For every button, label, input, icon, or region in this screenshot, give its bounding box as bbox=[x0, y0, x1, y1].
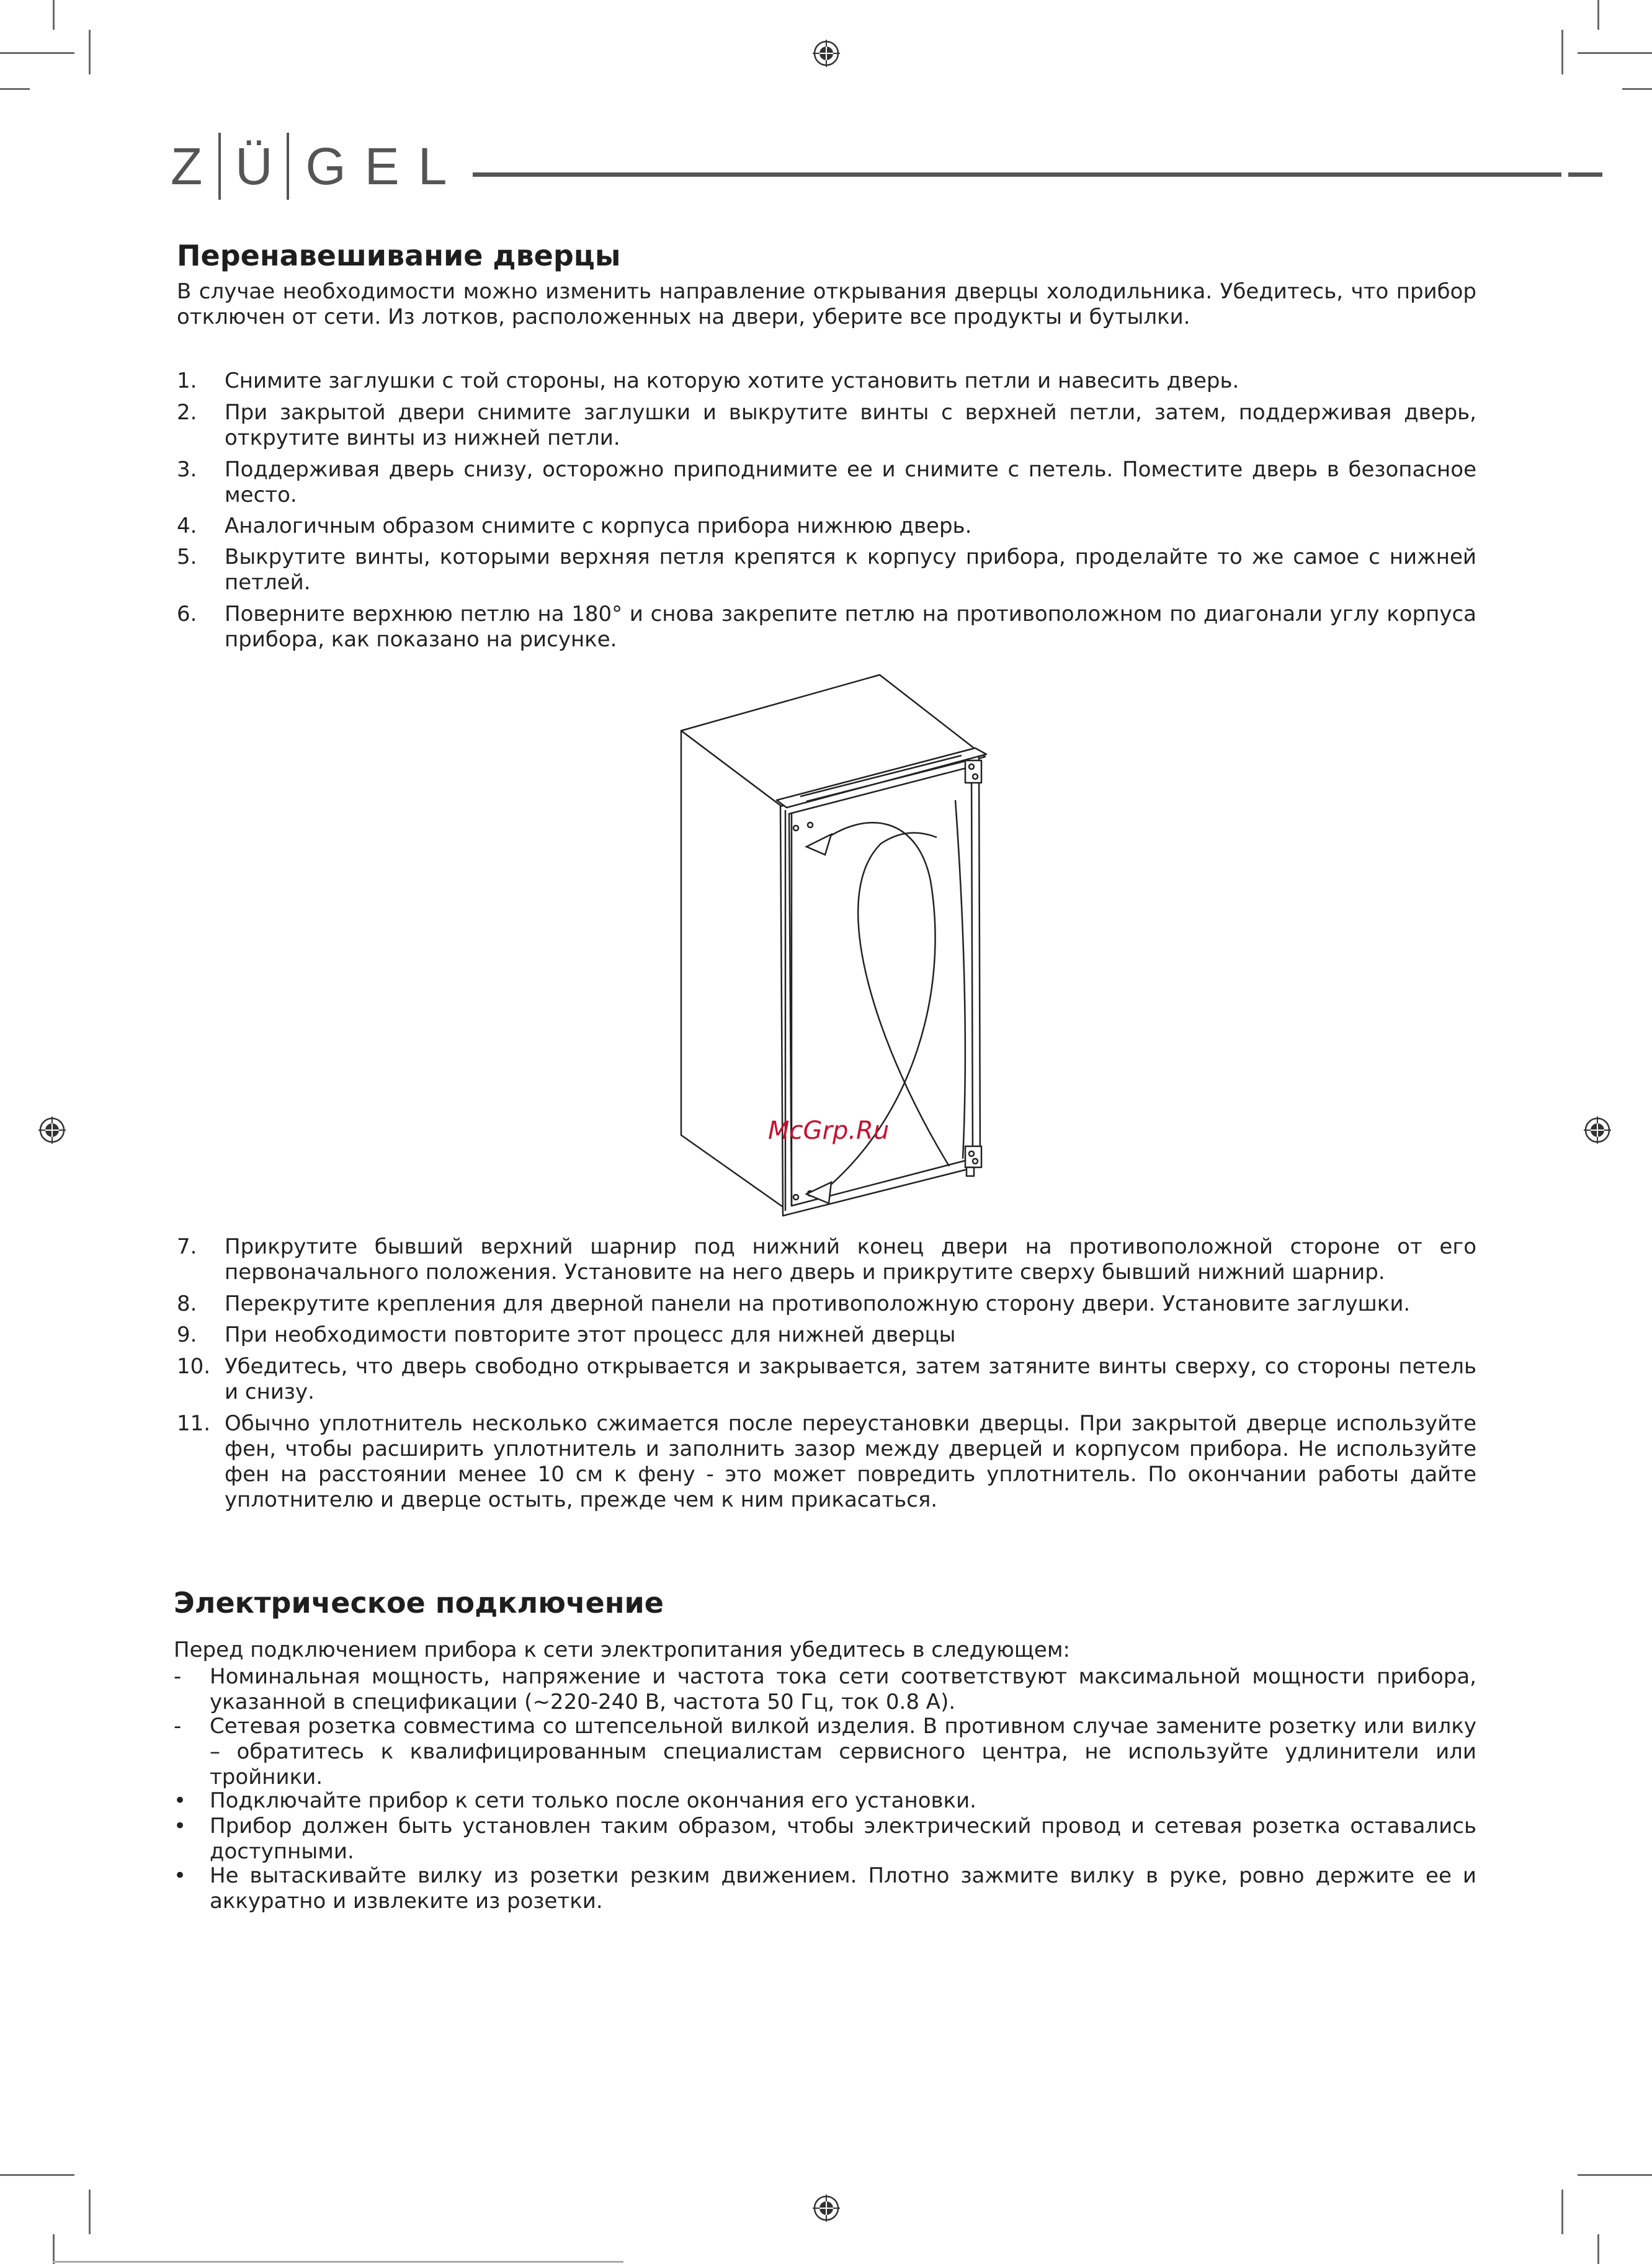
watermark: McGrp.Ru bbox=[768, 1116, 890, 1145]
list-item-text: Снимите заглушки с той стороны, на которую хотите установить петли и навесить дверь. bbox=[225, 368, 1239, 393]
list-item-number: 3. bbox=[177, 457, 197, 482]
section-door-title: Перенавешивание дверцы bbox=[177, 239, 621, 272]
list-item-text: Убедитесь, что дверь свободно открывается и закрывается, затем затяните винты сверху, со стороны петель и снизу. bbox=[225, 1354, 1476, 1404]
list-item-text: Сетевая розетка совместима со штепсельной вилкой изделия. В противном случае замените розетку или вилку – обратитесь к квалифицированным специалистам сервисного центра, не используйте удлинители или тройники. bbox=[210, 1714, 1476, 1789]
list-item-number: 9. bbox=[177, 1322, 197, 1347]
section-electric-intro: Перед подключением прибора к сети электропитания убедитесь в следующем: bbox=[174, 1638, 1070, 1662]
list-item-number: 6. bbox=[177, 602, 197, 626]
list-item-text: Аналогичным образом снимите с корпуса прибора нижнюю дверь. bbox=[225, 514, 972, 538]
list-item-number: 7. bbox=[177, 1234, 197, 1259]
registration-mark-bottom-icon bbox=[813, 2195, 840, 2222]
list-item-mark: - bbox=[174, 1664, 182, 1689]
list-item-number: 1. bbox=[177, 368, 197, 393]
list-item-text: Номинальная мощность, напряжение и частота тока сети соответствуют максимальной мощности прибора, указанной в спецификации (~220-240 В, частота 50 Гц, ток 0.8 А). bbox=[210, 1664, 1476, 1714]
list-item-text: Обычно уплотнитель несколько сжимается после переустановки дверцы. При закрытой дверце используйте фен, чтобы расширить уплотнитель и заполнить зазор между дверцей и корпусом прибора. Не используйте фен на расстоянии менее 10 см к фену - это может повредить уплотнитель. По окончании работы дайте уплотнителю и дверце остыть, прежде чем к ним прикасаться. bbox=[225, 1411, 1476, 1512]
list-item-mark: • bbox=[174, 1863, 187, 1888]
brand-logo bbox=[171, 135, 447, 197]
list-item-number: 8. bbox=[177, 1291, 197, 1316]
header-rule bbox=[473, 172, 1561, 177]
registration-mark-top-icon bbox=[813, 40, 840, 67]
list-item-text: Перекрутите крепления для дверной панели на противоположную сторону двери. Установите заглушки. bbox=[225, 1291, 1411, 1316]
section-door-intro: В случае необходимости можно изменить направление открывания дверцы холодильника. Убедитесь, что прибор отключен от сети. Из лотков, расположенных на двери, уберите все продукты и бутылки. bbox=[177, 279, 1476, 329]
list-item-mark: • bbox=[174, 1788, 187, 1813]
registration-mark-right-icon bbox=[1584, 1116, 1611, 1144]
list-item-text: При закрытой двери снимите заглушки и выкрутите винты с верхней петли, затем, поддерживая дверь, открутите винты из нижней петли. bbox=[225, 400, 1476, 450]
brand-letter-5: L bbox=[417, 136, 447, 195]
list-item-text: Прибор должен быть установлен таким образом, чтобы электрический провод и сетевая розетка оставались доступными. bbox=[210, 1814, 1476, 1864]
list-item-text: Не вытаскивайте вилку из розетки резким движением. Плотно зажмите вилку в руке, ровно держите ее и аккуратно и извлеките из розетки. bbox=[210, 1863, 1476, 1914]
brand-letter-3: G bbox=[305, 136, 346, 195]
cabinet-front bbox=[780, 755, 980, 1216]
section-electric-title: Электрическое подключение bbox=[174, 1586, 664, 1620]
list-item-text: Поверните верхнюю петлю на 180° и снова закрепите петлю на противоположном по диагонали углу корпуса прибора, как показано на рисунке. bbox=[225, 602, 1476, 652]
list-item-number: 2. bbox=[177, 400, 197, 425]
list-item-text: Поддерживая дверь снизу, осторожно приподнимите ее и снимите с петель. Поместите дверь в безопасное место. bbox=[225, 457, 1476, 507]
list-item-text: Подключайте прибор к сети только после окончания его установки. bbox=[210, 1788, 976, 1813]
registration-mark-left-icon bbox=[38, 1116, 66, 1144]
brand-letter-1: Z bbox=[171, 136, 203, 195]
list-item-mark: - bbox=[174, 1714, 182, 1739]
brand-letter-2: Ü bbox=[234, 136, 273, 195]
list-item-text: Прикрутите бывший верхний шарнир под нижний конец двери на противоположной стороне от его первоначального положения. Установите на него дверь и прикрутите сверху бывший нижний шарнир. bbox=[225, 1234, 1476, 1285]
brand-letter-box bbox=[218, 133, 289, 200]
brand-letter-4: E bbox=[364, 136, 400, 195]
list-item-text: При необходимости повторите этот процесс для нижней дверцы bbox=[225, 1322, 956, 1347]
list-item-number: 5. bbox=[177, 545, 197, 569]
list-item-text: Выкрутите винты, которыми верхняя петля крепятся к корпусу прибора, проделайте то же самое с нижней петлей. bbox=[225, 545, 1476, 595]
list-item-number: 11. bbox=[177, 1411, 211, 1436]
list-item-number: 10. bbox=[177, 1354, 211, 1379]
header-rule-end bbox=[1568, 172, 1602, 177]
list-item-mark: • bbox=[174, 1814, 187, 1838]
list-item-number: 4. bbox=[177, 514, 197, 538]
